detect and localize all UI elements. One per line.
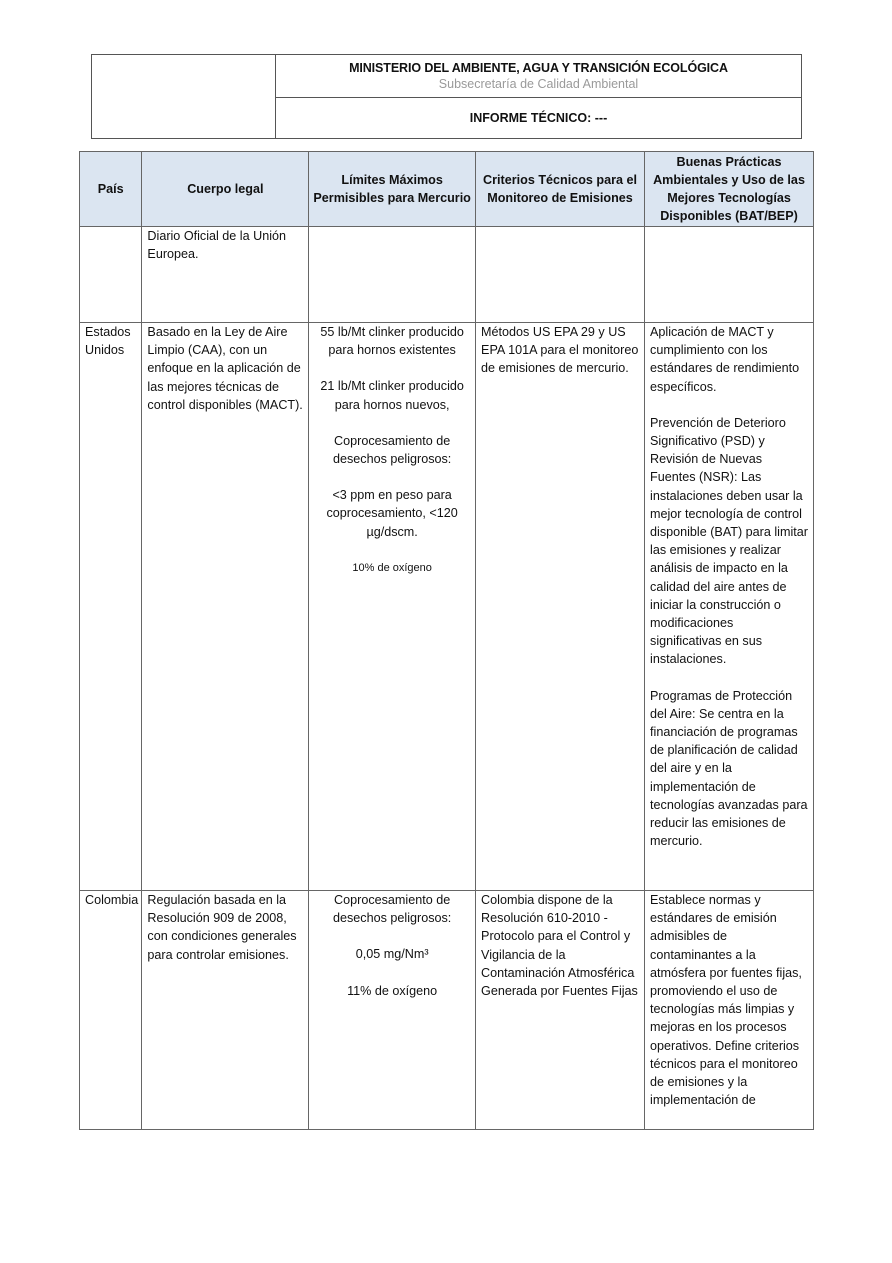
ministry-name: MINISTERIO DEL AMBIENTE, AGUA Y TRANSICIÓN ECOLÓGICA xyxy=(349,61,728,75)
limit-coprocessing-label: Coprocesamiento de desechos peligrosos: xyxy=(332,893,452,926)
cell-mercury-limits xyxy=(309,227,476,323)
cell-mercury-limits xyxy=(309,323,476,891)
table-row-eu-continuation xyxy=(80,227,814,323)
cell-country: Estados Unidos xyxy=(80,323,142,891)
cell-bat-bep xyxy=(645,323,814,891)
cell-bat-bep xyxy=(645,227,814,323)
bat-mact: Aplicación de MACT y cumplimiento con los estándares de rendimiento específicos. xyxy=(650,325,800,394)
column-header-bat-bep: Buenas Prácticas Ambientales y Uso de las Mejores Tecnologías Disponibles (BAT/BEP) xyxy=(645,152,814,227)
bat-air-protection: Programas de Protección del Aire: Se centra en la financiación de programas de planificación de calidad del aire y en la implementación de tecnologías avanzadas para reducir las emisiones de mercurio. xyxy=(650,688,808,849)
column-header-mercury-limits: Límites Máximos Permisibles para Mercurio xyxy=(309,152,476,227)
column-header-legal-body: Cuerpo legal xyxy=(142,152,309,227)
bat-psd-nsr: Prevención de Deterioro Significativo (PSD) y Revisión de Nuevas Fuentes (NSR): Las instalaciones deben usar la mejor tecnología de control disponible (BAT) para limitar las emisiones y realizar análisis de impacto en la calidad del aire antes de iniciar la construcción o modificaciones significativas en sus instalaciones. xyxy=(650,415,808,667)
cell-monitoring-criteria xyxy=(476,227,645,323)
cell-country: Colombia xyxy=(80,891,142,1130)
bat-emission-standards: Establece normas y estándares de emisión admisibles de contaminantes a la atmósfera por fuentes fijas, promoviendo el uso de tecnologías más limpias y mejoras en los procesos operativos. Define criterios técnicos para el monitoreo de emisiones y la implementación de xyxy=(650,893,802,1108)
document-header xyxy=(91,54,802,139)
header-info xyxy=(276,55,801,138)
cell-monitoring-criteria: Colombia dispone de la Resolución 610-2010 - Protocolo para el Control y Vigilancia de la Contaminación Atmosférica Generada por Fuentes Fijas xyxy=(476,891,645,1130)
table-header-row xyxy=(80,152,814,227)
logo-cell xyxy=(92,55,276,138)
cell-bat-bep xyxy=(645,891,814,1130)
report-title: INFORME TÉCNICO: --- xyxy=(469,111,608,125)
limit-oxygen-reference: 10% de oxígeno xyxy=(352,561,432,574)
cell-mercury-limits xyxy=(309,891,476,1130)
limit-coprocessing-value: <3 ppm en peso para coprocesamiento, <120 µg/dscm. xyxy=(326,488,458,539)
limit-new-kilns: 21 lb/Mt clinker producido para hornos nuevos, xyxy=(320,379,464,412)
table-row-colombia xyxy=(80,891,814,1130)
subsecretariat-name: Subsecretaría de Calidad Ambiental xyxy=(438,77,639,91)
regulations-table xyxy=(79,151,814,1130)
cell-legal-body: Regulación basada en la Resolución 909 de 2008, con condiciones generales para controlar emisiones. xyxy=(142,891,309,1130)
table-row-estados-unidos xyxy=(80,323,814,891)
cell-monitoring-criteria: Métodos US EPA 29 y US EPA 101A para el monitoreo de emisiones de mercurio. xyxy=(476,323,645,891)
cell-country xyxy=(80,227,142,323)
limit-coprocessing-value: 0,05 mg/Nm³ xyxy=(355,947,429,962)
column-header-monitoring-criteria: Criterios Técnicos para el Monitoreo de Emisiones xyxy=(476,152,645,227)
limit-existing-kilns: 55 lb/Mt clinker producido para hornos existentes xyxy=(320,325,464,358)
cell-legal-body: Basado en la Ley de Aire Limpio (CAA), con un enfoque en la aplicación de las mejores técnicas de control disponibles (MACT). xyxy=(142,323,309,891)
limit-coprocessing-label: Coprocesamiento de desechos peligrosos: xyxy=(332,433,452,467)
cell-legal-body: Diario Oficial de la Unión Europea. xyxy=(142,227,309,323)
column-header-country: País xyxy=(80,152,142,227)
limit-oxygen-reference: 11% de oxígeno xyxy=(347,983,438,998)
header-title-cell xyxy=(276,55,801,98)
